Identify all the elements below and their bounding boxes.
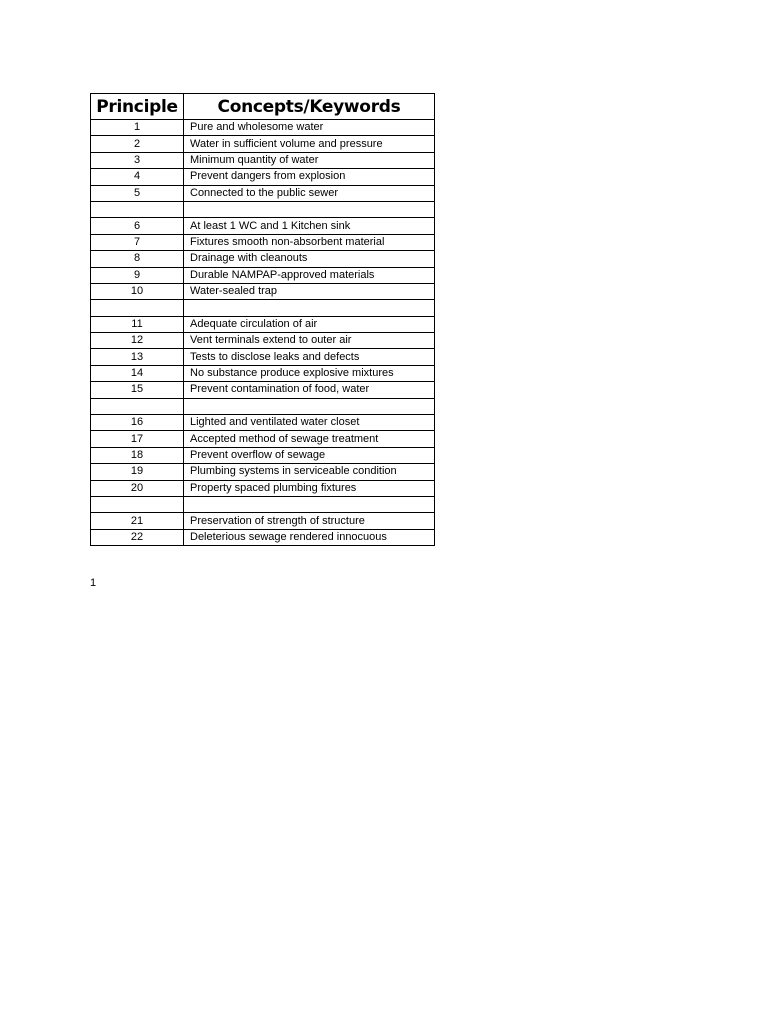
table-row <box>91 218 435 234</box>
principle-number-cell <box>91 300 184 316</box>
principle-number-cell: 21 <box>91 513 184 529</box>
principle-number-cell <box>91 398 184 414</box>
concept-keyword-cell <box>184 496 435 512</box>
table-row <box>91 201 435 217</box>
principle-number-cell: 17 <box>91 431 184 447</box>
concept-keyword-cell: No substance produce explosive mixtures <box>184 365 435 381</box>
header-row <box>91 94 435 120</box>
table-row <box>91 136 435 152</box>
table-row <box>91 398 435 414</box>
concept-keyword-cell: Drainage with cleanouts <box>184 251 435 267</box>
principle-number-cell: 8 <box>91 251 184 267</box>
concept-keyword-cell <box>184 300 435 316</box>
principle-number-cell: 16 <box>91 415 184 431</box>
table-row <box>91 152 435 168</box>
principle-number-cell: 20 <box>91 480 184 496</box>
concept-keyword-cell: Minimum quantity of water <box>184 152 435 168</box>
principle-number-cell <box>91 201 184 217</box>
table-row <box>91 480 435 496</box>
principles-table <box>90 93 435 546</box>
concept-keyword-cell <box>184 398 435 414</box>
table-row <box>91 382 435 398</box>
principle-number-cell: 2 <box>91 136 184 152</box>
table-row <box>91 464 435 480</box>
concept-keyword-cell: Plumbing systems in serviceable condition <box>184 464 435 480</box>
concept-keyword-cell: Fixtures smooth non-absorbent material <box>184 234 435 250</box>
principle-number-cell: 3 <box>91 152 184 168</box>
principle-number-cell: 12 <box>91 333 184 349</box>
table-body <box>91 120 435 546</box>
concept-keyword-cell: Prevent dangers from explosion <box>184 169 435 185</box>
table-row <box>91 267 435 283</box>
principles-sheet <box>90 93 434 546</box>
principle-number-cell: 14 <box>91 365 184 381</box>
principle-number-cell: 10 <box>91 283 184 299</box>
table-row <box>91 185 435 201</box>
concept-keyword-cell: Connected to the public sewer <box>184 185 435 201</box>
principle-number-cell: 9 <box>91 267 184 283</box>
principle-number-cell: 11 <box>91 316 184 332</box>
table-row <box>91 447 435 463</box>
concept-keyword-cell: Water in sufficient volume and pressure <box>184 136 435 152</box>
table-row <box>91 365 435 381</box>
page-number: 1 <box>90 577 97 589</box>
concept-keyword-cell: Prevent contamination of food, water <box>184 382 435 398</box>
concept-keyword-cell: Property spaced plumbing fixtures <box>184 480 435 496</box>
principle-number-cell: 18 <box>91 447 184 463</box>
concept-keyword-cell: Prevent overflow of sewage <box>184 447 435 463</box>
concept-keyword-cell: Water-sealed trap <box>184 283 435 299</box>
principle-number-cell: 22 <box>91 529 184 545</box>
concept-keyword-cell: Durable NAMPAP-approved materials <box>184 267 435 283</box>
table-row <box>91 316 435 332</box>
principle-number-cell: 4 <box>91 169 184 185</box>
principle-number-cell: 1 <box>91 120 184 136</box>
table-row <box>91 529 435 545</box>
concept-keyword-cell: At least 1 WC and 1 Kitchen sink <box>184 218 435 234</box>
principle-number-cell: 5 <box>91 185 184 201</box>
table-row <box>91 283 435 299</box>
concept-keyword-cell <box>184 201 435 217</box>
concept-keyword-cell: Lighted and ventilated water closet <box>184 415 435 431</box>
table-row <box>91 169 435 185</box>
column-header-principle: Principle <box>91 94 184 120</box>
principle-number-cell: 19 <box>91 464 184 480</box>
principle-number-cell: 15 <box>91 382 184 398</box>
table-row <box>91 415 435 431</box>
principle-number-cell: 7 <box>91 234 184 250</box>
principle-number-cell: 6 <box>91 218 184 234</box>
table-row <box>91 349 435 365</box>
concept-keyword-cell: Deleterious sewage rendered innocuous <box>184 529 435 545</box>
concept-keyword-cell: Adequate circulation of air <box>184 316 435 332</box>
concept-keyword-cell: Tests to disclose leaks and defects <box>184 349 435 365</box>
table-row <box>91 496 435 512</box>
principle-number-cell <box>91 496 184 512</box>
concept-keyword-cell: Preservation of strength of structure <box>184 513 435 529</box>
concept-keyword-cell: Accepted method of sewage treatment <box>184 431 435 447</box>
table-row <box>91 120 435 136</box>
table-row <box>91 251 435 267</box>
concept-keyword-cell: Pure and wholesome water <box>184 120 435 136</box>
column-header-concepts: Concepts/Keywords <box>184 94 435 120</box>
concept-keyword-cell: Vent terminals extend to outer air <box>184 333 435 349</box>
table-row <box>91 431 435 447</box>
principle-number-cell: 13 <box>91 349 184 365</box>
table-row <box>91 333 435 349</box>
table-row <box>91 513 435 529</box>
table-row <box>91 300 435 316</box>
table-row <box>91 234 435 250</box>
